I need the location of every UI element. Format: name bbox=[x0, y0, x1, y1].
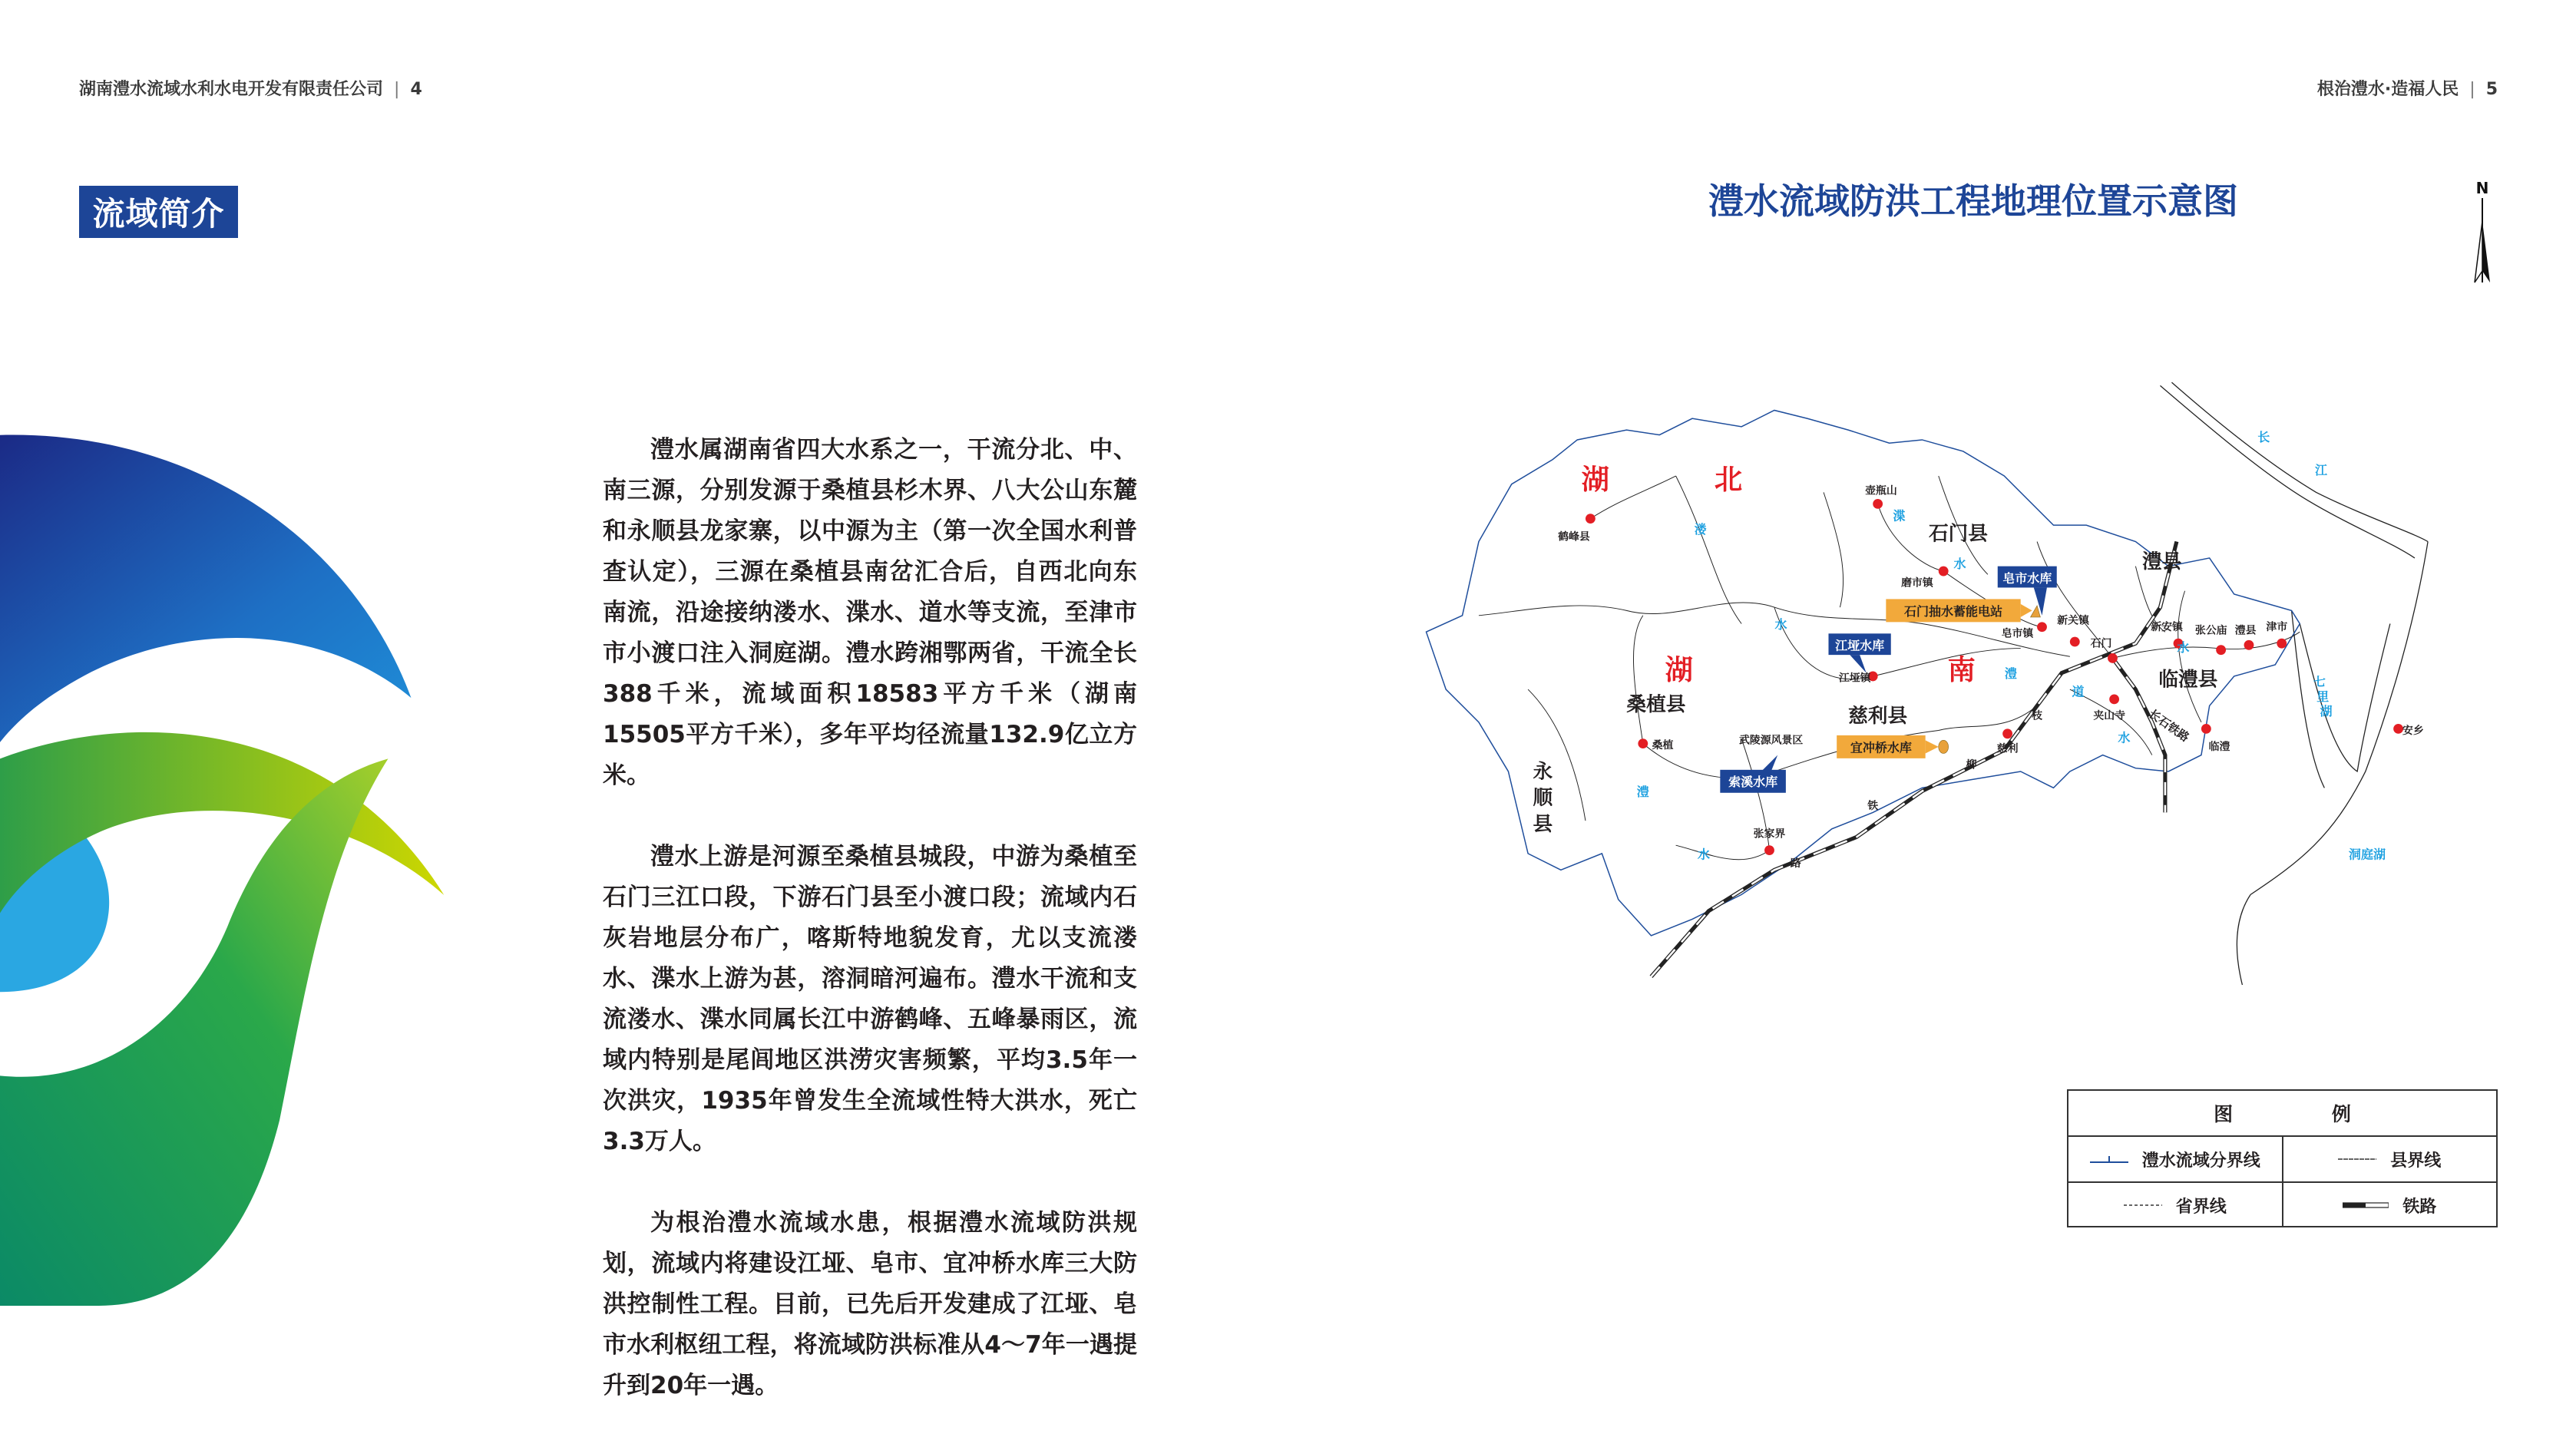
legend-item-county-boundary bbox=[2282, 1137, 2497, 1181]
province-label: 北 bbox=[1714, 463, 1743, 497]
province-boundary-symbol-icon bbox=[2124, 1201, 2162, 1210]
water-label: 澧 bbox=[2004, 666, 2017, 682]
water-label: 江 bbox=[2315, 462, 2328, 477]
slogan: 根治澧水·造福人民 bbox=[2316, 80, 2459, 99]
province-label: 湖 bbox=[1665, 653, 1694, 687]
page-header-right bbox=[2317, 76, 2498, 100]
town-label: 安乡 bbox=[2402, 724, 2424, 737]
legend-title: 图 例 bbox=[2068, 1091, 2496, 1137]
province-label: 南 bbox=[1947, 653, 1976, 687]
water-label: 水 bbox=[1774, 616, 1787, 632]
water-label: 水 bbox=[1697, 847, 1710, 862]
map-title: 澧水流域防洪工程地理位置示意图 bbox=[1708, 180, 2238, 222]
legend-label: 澧水流域分界线 bbox=[2141, 1151, 2260, 1171]
north-label: N bbox=[2475, 179, 2489, 197]
county-label: 澧县 bbox=[2141, 550, 2182, 573]
legend-label: 县界线 bbox=[2390, 1151, 2442, 1171]
page-header-left bbox=[79, 76, 422, 100]
legend-item-railway bbox=[2282, 1183, 2497, 1227]
water-label: 长 bbox=[2257, 430, 2270, 445]
water-label: 七 bbox=[2313, 674, 2326, 689]
county-label: 临澧县 bbox=[2158, 668, 2218, 692]
railway-label: 柳 bbox=[1966, 758, 1977, 771]
town-label: 新安镇 bbox=[2151, 621, 2183, 634]
railway-label: 路 bbox=[1790, 857, 1801, 871]
county-boundary-symbol-icon bbox=[2338, 1155, 2376, 1164]
county-label: 顺 bbox=[1533, 786, 1553, 810]
town-label: 临澧 bbox=[2208, 741, 2230, 754]
town-label: 津市 bbox=[2266, 621, 2288, 634]
town-label: 石门 bbox=[2090, 637, 2112, 650]
header-separator: | bbox=[2469, 80, 2475, 99]
paragraph: 澧水属湖南省四大水系之一，干流分北、中、南三源，分别发源于桑植县杉木界、八大公山东麓和永顺县龙家寨，以中源为主（第一次全国水利普查认定），三源在桑植县南岔汇合后，自西北向东南流，沿途接纳溇水、渫水、道水等支流，至津市市小渡口注入洞庭湖。澧水跨湘鄂两省，干流全长388千米，流域面积18583平方千米（湖南15505平方千米），多年平均径流量132.9亿立方米。 bbox=[603, 436, 1137, 789]
water-label: 澧 bbox=[1636, 785, 1649, 800]
water-label: 渫 bbox=[1893, 508, 1906, 524]
water-label: 水 bbox=[2118, 730, 2131, 745]
reservoir-jiangya bbox=[1828, 633, 1890, 672]
legend-label: 铁路 bbox=[2402, 1197, 2437, 1217]
section-title: 流域简介 bbox=[79, 186, 238, 238]
legend-item-basin-boundary bbox=[2068, 1137, 2282, 1181]
reservoir-suoxi bbox=[1720, 755, 1786, 793]
railway-label: 铁 bbox=[1867, 800, 1879, 813]
water-label: 道 bbox=[2072, 684, 2085, 699]
town-label: 桑植 bbox=[1652, 739, 1674, 752]
north-arrow-icon bbox=[2467, 175, 2498, 286]
paragraph: 为根治澧水流域水患，根据澧水流域防洪规划，流域内将建设江垭、皂市、宜冲桥水库三大防洪控制性工程。目前，已先后开发建成了江垭、皂市水利枢纽工程，将流域防洪标准从4～7年一遇提升到20年一遇。 bbox=[603, 1209, 1137, 1399]
town-label: 鹤峰县 bbox=[1558, 530, 1590, 543]
railway-label: 长石铁路 bbox=[2146, 706, 2192, 745]
project-shimen-pumped-storage bbox=[1886, 599, 2040, 622]
paragraph: 澧水上游是河源至桑植县城段，中游为桑植至石门三江口段，下游石门县至小渡口段；流域内石灰岩地层分布广，喀斯特地貌发育，尤以支流溇水、渫水上游为甚，溶洞暗河遍布。澧水干流和支流溇水、渫水同属长江中游鹤峰、五峰暴雨区，流域内特别是尾闾地区洪涝灾害频繁，平均3.5年一次洪灾，1935年曾发生全流域性特大洪水，死亡3.3万人。 bbox=[603, 843, 1137, 1155]
legend-item-province-boundary bbox=[2068, 1183, 2282, 1227]
town-label: 皂市镇 bbox=[2001, 627, 2034, 640]
county-label: 石门县 bbox=[1928, 522, 1988, 546]
county-label: 慈利县 bbox=[1848, 704, 1908, 728]
water-label: 水 bbox=[1953, 556, 1966, 571]
project-label: 宜冲桥水库 bbox=[1850, 740, 1912, 755]
swirl-logo-graphic bbox=[0, 427, 452, 1306]
project-label: 石门抽水蓄能电站 bbox=[1903, 603, 2003, 619]
reservoir-label: 皂市水库 bbox=[2002, 571, 2052, 586]
town-label: 壶瓶山 bbox=[1865, 484, 1897, 497]
water-label: 水 bbox=[2177, 639, 2190, 655]
reservoir-label: 江垭水库 bbox=[1835, 638, 1885, 653]
water-label: 里 bbox=[2316, 689, 2330, 705]
legend-label: 省界线 bbox=[2175, 1197, 2227, 1217]
town-label: 武陵源风景区 bbox=[1738, 734, 1804, 747]
page-number-right: 5 bbox=[2485, 80, 2498, 99]
town-label: 张家界 bbox=[1753, 828, 1786, 841]
page-number-left: 4 bbox=[410, 80, 422, 99]
town-label: 新关镇 bbox=[2057, 614, 2089, 627]
county-label: 县 bbox=[1533, 812, 1553, 836]
town-label: 夹山寺 bbox=[2093, 709, 2126, 722]
water-label: 湖 bbox=[2320, 704, 2333, 719]
water-label: 溇 bbox=[1694, 521, 1707, 537]
town-label: 江垭镇 bbox=[1838, 672, 1871, 685]
town-label: 澧县 bbox=[2234, 624, 2257, 637]
town-label: 慈利 bbox=[1996, 742, 2019, 755]
railway-symbol-icon bbox=[2343, 1201, 2389, 1210]
province-label: 湖 bbox=[1581, 463, 1609, 497]
railway-label: 枝 bbox=[2032, 709, 2043, 722]
header-separator: | bbox=[394, 80, 400, 99]
project-yichongqiao-reservoir bbox=[1837, 735, 1948, 758]
town-label: 张公庙 bbox=[2194, 624, 2227, 637]
body-text bbox=[603, 430, 1137, 1447]
basin-boundary-symbol-icon bbox=[2090, 1155, 2128, 1164]
county-label: 桑植县 bbox=[1626, 692, 1686, 716]
logo-blue-swoosh bbox=[0, 434, 411, 742]
basin-map bbox=[1413, 369, 2505, 1092]
publisher-name: 湖南澧水流域水利水电开发有限责任公司 bbox=[79, 80, 384, 99]
water-label: 洞庭湖 bbox=[2348, 847, 2386, 862]
town-label: 磨市镇 bbox=[1901, 576, 1933, 590]
county-label: 永 bbox=[1533, 760, 1553, 784]
map-legend bbox=[2067, 1089, 2498, 1227]
reservoir-label: 索溪水库 bbox=[1728, 775, 1778, 790]
